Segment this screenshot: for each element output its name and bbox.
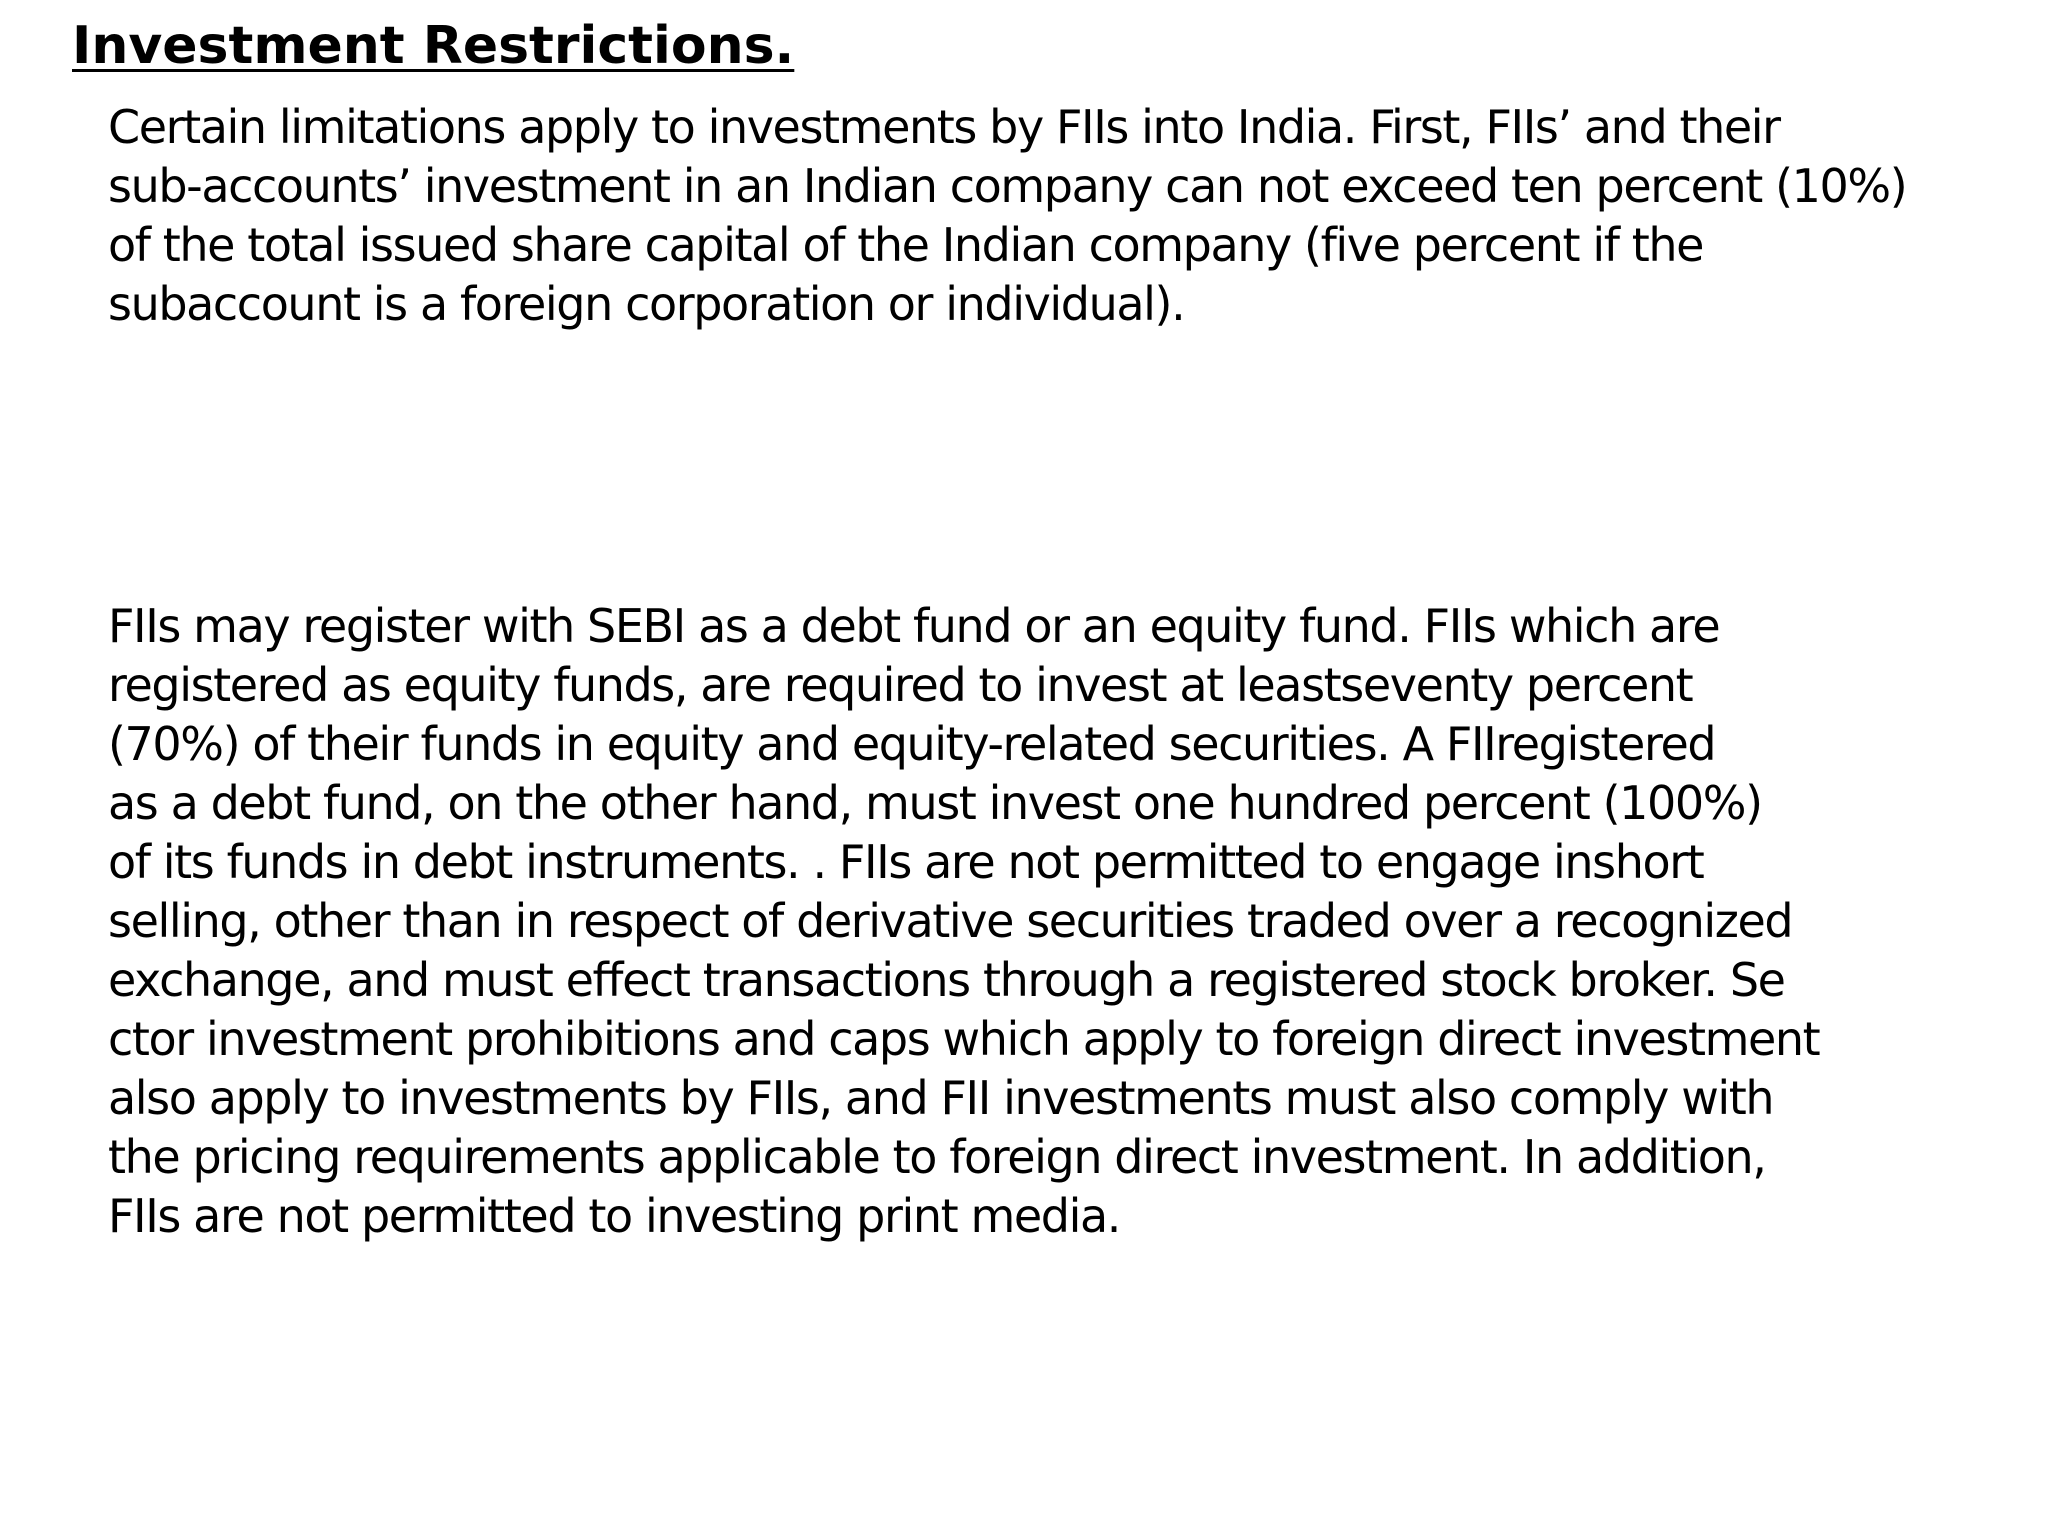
text-line: of its funds in debt instruments. . FIIs are not permitted to engage inshort [108,835,1704,889]
text-line: subaccount is a foreign corporation or individual). [108,277,1185,331]
text-line: the pricing requirements applicable to foreign direct investment. In addition, [108,1130,1766,1184]
text-line: FIIs may register with SEBI as a debt fund or an equity fund. FIIs which are [108,599,1720,653]
text-line: selling, other than in respect of derivative securities traded over a recognized [108,894,1793,948]
text-line: exchange, and must effect transactions through a registered stock broker. Se [108,953,1785,1007]
text-line: as a debt fund, on the other hand, must invest one hundred percent (100%) [108,776,1762,830]
paragraph-investment-limits [108,98,1906,334]
text-line: registered as equity funds, are required to invest at leastseventy percent [108,658,1693,712]
text-line: (70%) of their funds in equity and equity-related securities. A FIIregistered [108,717,1716,771]
paragraph-sebi-registration [108,597,1819,1246]
text-line: FIIs are not permitted to investing print media. [108,1189,1120,1243]
text-line: also apply to investments by FIIs, and FII investments must also comply with [108,1071,1774,1125]
slide-title: Investment Restrictions. [72,16,795,76]
text-line: of the total issued share capital of the Indian company (five percent if the [108,218,1704,272]
text-line: sub-accounts’ investment in an Indian company can not exceed ten percent (10%) [108,159,1907,213]
text-line: Certain limitations apply to investments by FIIs into India. First, FIIs’ and their [108,100,1780,154]
text-line: ctor investment prohibitions and caps which apply to foreign direct investment [108,1012,1820,1066]
